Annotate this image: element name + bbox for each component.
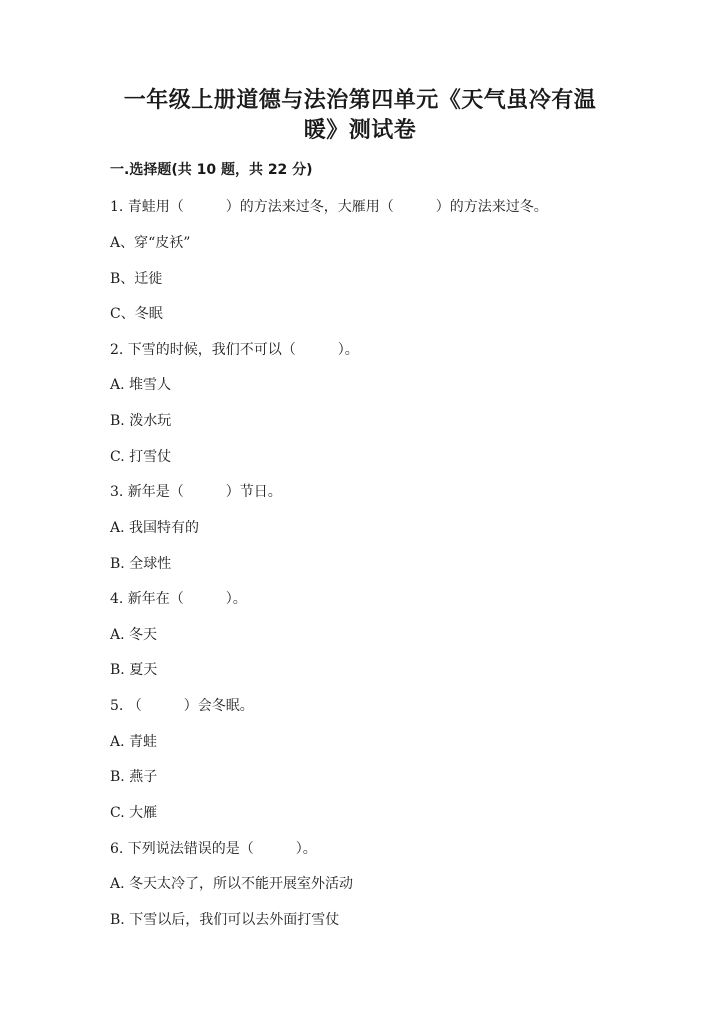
question-1-option-a: A、穿“皮袄” (110, 235, 191, 251)
question-2: 2. 下雪的时候，我们不可以（ ）。 (110, 342, 359, 358)
page-title (110, 86, 610, 146)
question-4-option-b: B. 夏天 (110, 662, 158, 678)
question-4-option-a: A. 冬天 (110, 627, 158, 643)
question-1-option-b: B、迁徙 (110, 271, 163, 287)
question-1: 1. 青蛙用（ ）的方法来过冬，大雁用（ ）的方法来过冬。 (110, 199, 548, 215)
question-5: 5. （ ）会冬眠。 (110, 698, 254, 714)
question-3: 3. 新年是（ ）节日。 (110, 484, 282, 500)
title-line-2: 暖》测试卷 (303, 118, 417, 143)
question-2-option-a: A. 堆雪人 (110, 377, 172, 393)
title-line-1: 一年级上册道德与法治第四单元《天气虽冷有温 (123, 88, 597, 113)
question-4: 4. 新年在（ ）。 (110, 591, 247, 607)
question-2-option-c: C. 打雪仗 (110, 449, 172, 465)
question-6-option-b: B. 下雪以后，我们可以去外面打雪仗 (110, 912, 340, 928)
question-5-option-a: A. 青蛙 (110, 734, 158, 750)
section-heading: 一.选择题(共 10 题，共 22 分) (110, 162, 313, 178)
question-1-option-c: C、冬眠 (110, 306, 163, 322)
question-3-option-b: B. 全球性 (110, 556, 172, 572)
question-6-option-a: A. 冬天太冷了，所以不能开展室外活动 (110, 876, 354, 892)
question-6: 6. 下列说法错误的是（ ）。 (110, 841, 317, 857)
question-2-option-b: B. 泼水玩 (110, 413, 172, 429)
question-5-option-c: C. 大雁 (110, 805, 158, 821)
question-3-option-a: A. 我国特有的 (110, 520, 200, 536)
question-5-option-b: B. 燕子 (110, 769, 158, 785)
